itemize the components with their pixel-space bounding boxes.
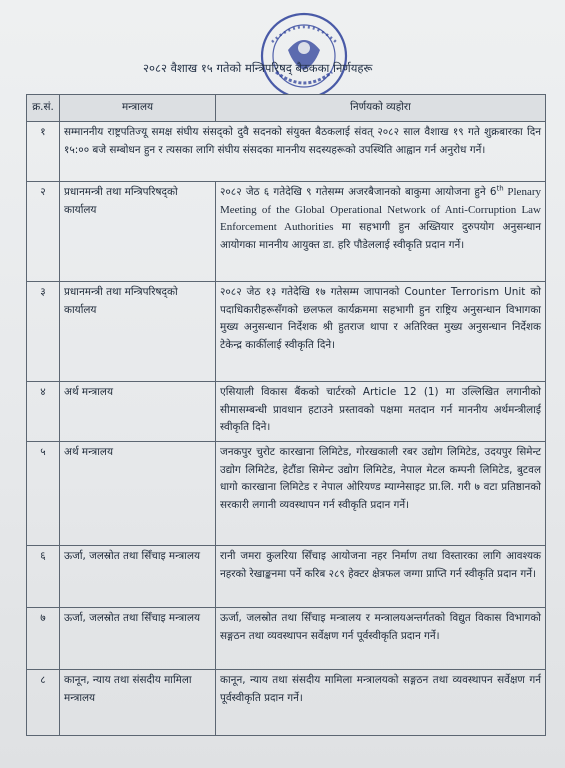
table-header-row	[27, 95, 546, 122]
page-title: २०८२ वैशाख १५ गतेको मन्त्रिपरिषद् बैठकका निर्णयहरू	[143, 61, 373, 75]
table-row	[27, 182, 546, 282]
table-row	[27, 282, 546, 382]
row-decision: जनकपुर चुरोट कारखाना लिमिटेड, गोरखकाली रबर उद्योग लिमिटेड, उदयपुर सिमेन्ट उद्योग लिमिटेड, हेटौंडा सिमेन्ट उद्योग लिमिटेड, नेपाल मेटल कम्पनी लिमिटेड, बुटवल धागो कारखाना लिमिटेड र नेपाल ओरियण्ड म्याग्नेसाइट प्रा.लि. गरी ७ वटा प्रतिष्ठानको सरकारी लगानी व्यवस्थापन गर्न स्वीकृति प्रदान गर्ने।	[216, 442, 546, 546]
row-decision: रानी जमरा कुलरिया सिँचाइ आयोजना नहर निर्माण तथा विस्तारका लागि आवश्यक नहरको रेखाङ्कनमा पर्ने करिब २८९ हेक्टर क्षेत्रफल जग्गा प्राप्ति गर्न स्वीकृति प्रदान गर्ने।	[216, 546, 546, 608]
row-ministry: प्रधानमन्त्री तथा मन्त्रिपरिषद्को कार्यालय	[60, 182, 216, 282]
row-number: २	[27, 182, 60, 282]
header-ministry: मन्त्रालय	[60, 95, 216, 122]
row-number: ७	[27, 608, 60, 670]
row-number: ३	[27, 282, 60, 382]
table-row	[27, 122, 546, 182]
row-ministry: ऊर्जा, जलस्रोत तथा सिँचाइ मन्त्रालय	[60, 608, 216, 670]
decision-superscript: th	[496, 184, 504, 193]
row-ministry: अर्थ मन्त्रालय	[60, 382, 216, 442]
row-ministry: कानून, न्याय तथा संसदीय मामिला मन्त्रालय	[60, 670, 216, 736]
row-ministry: अर्थ मन्त्रालय	[60, 442, 216, 546]
table-row	[27, 670, 546, 736]
header-decision: निर्णयको व्यहोरा	[216, 95, 546, 122]
decision-english-part: Plenary Meeting of the Global Operational Network of Anti-Corruption Law Enforcement Authorities	[220, 186, 541, 234]
row-decision: एसियाली विकास बैंकको चार्टरको Article 12 (1) मा उल्लिखित लगानीको सीमासम्बन्धी प्रावधान हटाउने प्रस्तावको पक्षमा मतदान गर्न माननीय अर्थमन्त्रीलाई स्वीकृति दिने।	[216, 382, 546, 442]
row-number: ६	[27, 546, 60, 608]
table-row	[27, 608, 546, 670]
row-number: १	[27, 122, 60, 182]
table-row	[27, 442, 546, 546]
government-seal	[258, 10, 350, 102]
row-ministry: ऊर्जा, जलस्रोत तथा सिँचाइ मन्त्रालय	[60, 546, 216, 608]
table-row	[27, 546, 546, 608]
table-row	[27, 382, 546, 442]
seal-stamp-icon	[258, 10, 350, 102]
row-decision: कानून, न्याय तथा संसदीय मामिला मन्त्रालयको सङ्गठन तथा व्यवस्थापन सर्वेक्षण गर्न पूर्वस्वीकृति प्रदान गर्ने।	[216, 670, 546, 736]
row-ministry: प्रधानमन्त्री तथा मन्त्रिपरिषद्को कार्यालय	[60, 282, 216, 382]
row-decision: सम्माननीय राष्ट्रपतिज्यू समक्ष संघीय संसद्को दुवै सदनको संयुक्त बैठकलाई संवत् २०८२ साल वैशाख १९ गते शुक्रबारका दिन १५:०० बजे सम्बोधन हुन र त्यसका लागि संघीय संसदका माननीय सदस्यहरूको उपस्थिति आह्वान गर्न अनुरोध गर्ने।	[60, 122, 546, 182]
decisions-table	[26, 94, 546, 736]
row-decision: २०८२ जेठ १३ गतेदेखि १७ गतेसम्म जापानको Counter Terrorism Unit को पदाधिकारीहरूसँगको छलफल कार्यक्रममा सहभागी हुन राष्ट्रिय अनुसन्धान विभागका मुख्य अनुसन्धान निर्देशक श्री हुतराज थापा र अतिरिक्त मुख्य अनुसन्धान निर्देशक टेकेन्द्र कार्कीलाई स्वीकृति दिने।	[216, 282, 546, 382]
row-decision: ऊर्जा, जलस्रोत तथा सिँचाइ मन्त्रालय र मन्त्रालयअन्तर्गतको विद्युत विकास विभागको सङ्गठन तथा व्यवस्थापन सर्वेक्षण गर्न पूर्वस्वीकृति प्रदान गर्ने।	[216, 608, 546, 670]
row-number: ४	[27, 382, 60, 442]
row-number: ८	[27, 670, 60, 736]
row-decision	[216, 182, 546, 282]
header-serial: क्र.सं.	[27, 95, 60, 122]
decision-text-part: मा सहभागी हुन अख्तियार दुरुपयोग अनुसन्धान आयोगका माननीय आयुक्त डा. हरि पौडेललाई स्वीकृति प्रदान गर्ने।	[220, 221, 541, 251]
decision-text-part: २०८२ जेठ ६ गतेदेखि ९ गतेसम्म अजरबैजानको बाकुमा आयोजना हुने 6	[220, 186, 497, 198]
row-number: ५	[27, 442, 60, 546]
